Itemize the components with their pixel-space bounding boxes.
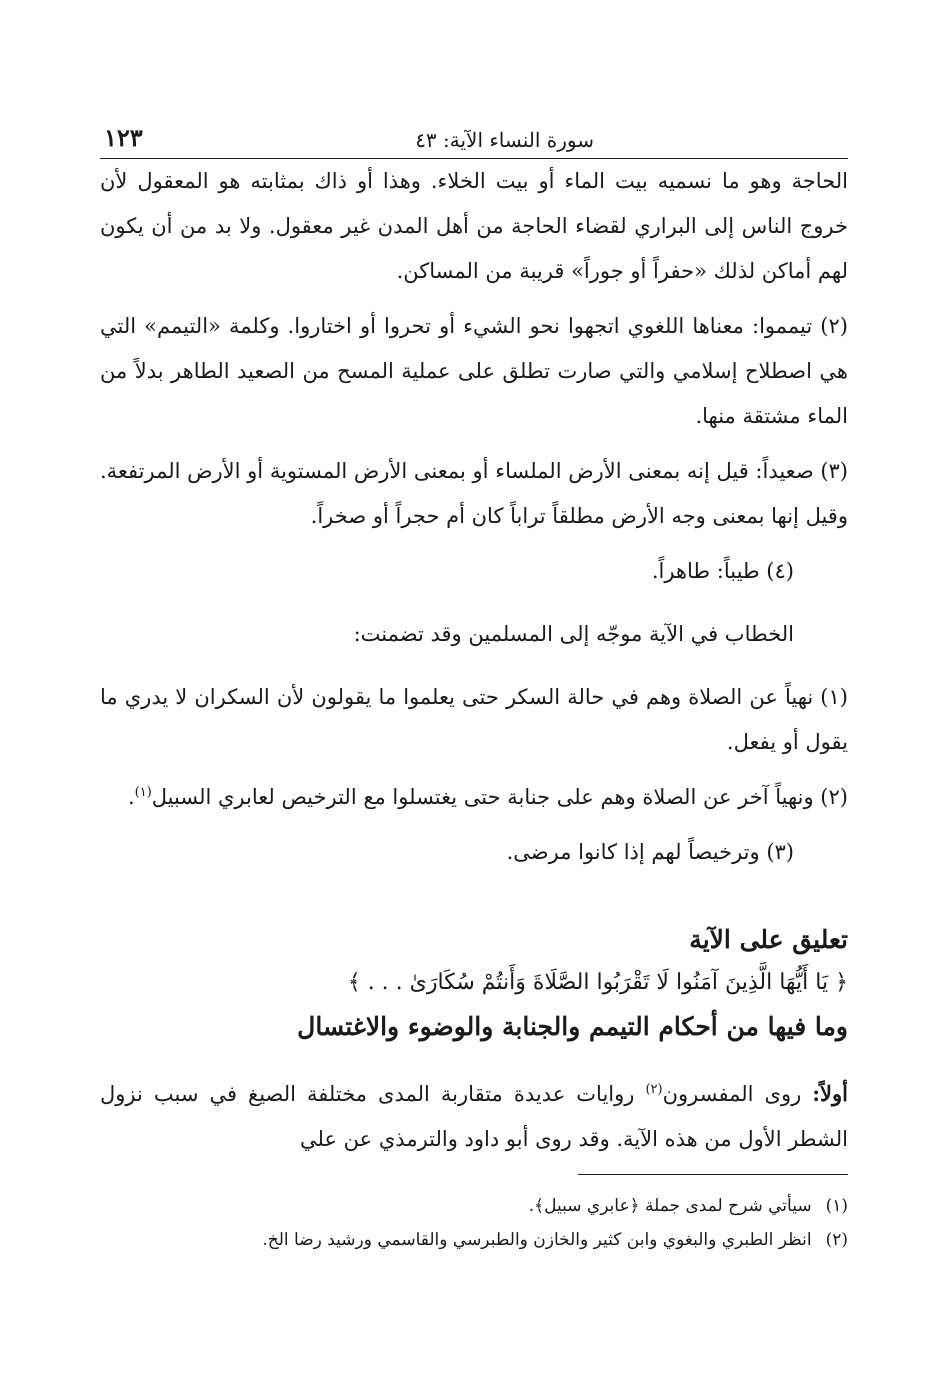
ruling-2 [100,775,848,820]
ruling-3: (٣) وترخيصاً لهم إذا كانوا مرضى. [506,840,794,864]
footnote-rule [578,1174,848,1175]
paragraph-intro [100,1071,848,1162]
footnote-ref-2[interactable]: (٢) [645,1082,663,1097]
footnote-number: (٢) [825,1230,848,1250]
paragraph-address: الخطاب في الآية موجّه إلى المسلمين وقد تضمنت: [353,622,794,646]
footnotes [100,1189,848,1257]
page-number: ١٢٣ [104,123,143,152]
ruling-1: (١) نهياً عن الصلاة وهم في حالة السكر حتى يعلموا ما يقولون لأن السكران لا يدري ما يقول أو يفعل. [100,685,848,754]
paragraph-continuation: الحاجة وهو ما نسميه بيت الماء أو بيت الخلاء. وهذا أو ذاك بمثابته هو المعقول لأن خروج الناس إلى البراري لقضاء الحاجة من أهل المدن غير معقول. ولا بد من أن يكون لهم أماكن لذلك «حفراً أو جوراً» قريبة من المساكن. [100,169,848,283]
main-text [100,159,848,1162]
intro-text-before: روى المفسرون [662,1082,813,1106]
footnote-2 [100,1223,848,1257]
section-title: تعليق على الآية [689,925,848,954]
footnote-text: انظر الطبري والبغوي وابن كثير والخازن والطبرسي والقاسمي ورشيد رضا الخ. [262,1230,812,1250]
footnote-number: (١) [825,1196,848,1216]
header-surah-title: سورة النساء الآية: ٤٣ [415,128,594,152]
footnote-text: سيأتي شرح لمدى جملة ﴿عابري سبيل﴾. [528,1196,812,1216]
ruling-2-text: (٢) ونهياً آخر عن الصلاة وهم على جنابة حتى يغتسلوا مع الترخيص لعابري السبيل [151,785,848,809]
note-saeedan: (٣) صعيداً: قيل إنه بمعنى الأرض الملساء أو بمعنى الأرض المستوية أو الأرض المرتفعة. وقيل إنها بمعنى وجه الأرض مطلقاً تراباً كان أم حجراً أو صخراً. [99,459,848,528]
ruling-2-end: . [127,785,135,809]
note-tayyiban: (٤) طيباً: طاهراً. [651,559,794,583]
book-page [100,118,848,1257]
commentary-heading [100,919,848,1049]
section-subtitle: وما فيها من أحكام التيمم والجنابة والوضوء والاغتسال [297,1012,848,1041]
footnote-1 [100,1189,848,1223]
footnote-ref-1[interactable]: (١) [134,785,152,800]
intro-text-after: روايات عديدة متقاربة المدى مختلفة الصيغ في سبب نزول الشطر الأول من هذه الآية. وقد روى أبو داود والترمذي عن علي [100,1082,848,1151]
running-header [100,118,848,152]
quran-verse: ﴿ يَا أَيُّهَا الَّذِينَ آمَنُوا لَا تَقْرَبُوا الصَّلَاةَ وَأَنتُمْ سُكَارَىٰ . . . ﴾ [347,970,848,995]
intro-label: أولاً: [812,1081,848,1106]
note-tayammamu: (٢) تيمموا: معناها اللغوي اتجهوا نحو الشيء أو تحروا أو اختاروا. وكلمة «التيمم» التي هي اصطلاح إسلامي والتي صارت تطلق على عملية المسح من الصعيد الطاهر بدلاً من الماء مشتقة منها. [100,314,848,428]
